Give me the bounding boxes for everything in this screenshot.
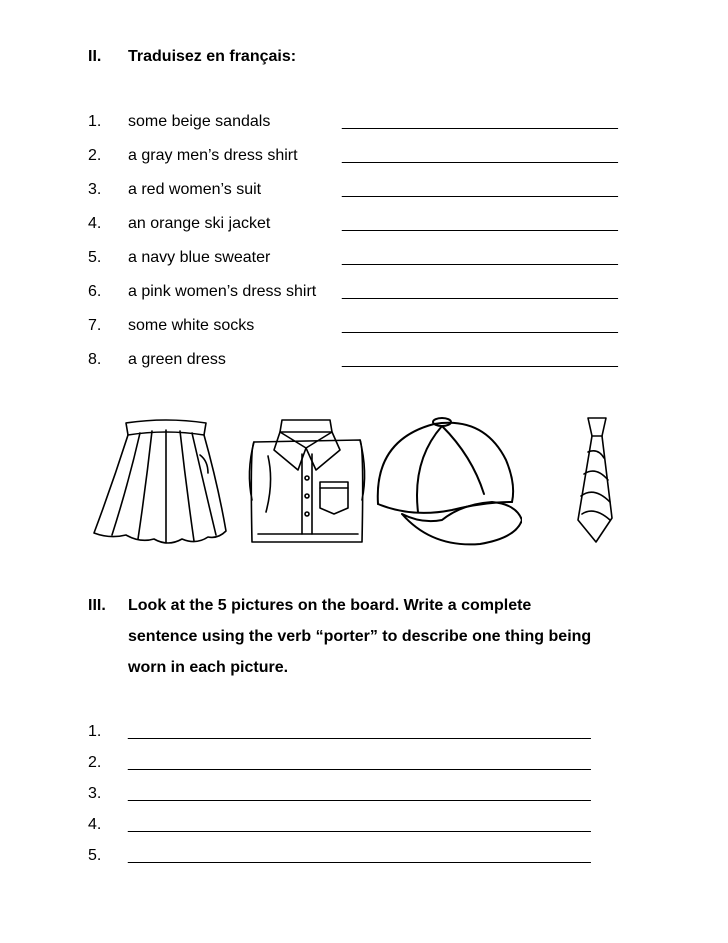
item-number: 1.	[88, 113, 102, 130]
item-phrase: a navy blue sweater	[128, 249, 271, 266]
answer-number: 5.	[88, 847, 102, 864]
answer-line[interactable]: ____________________________________________________	[128, 785, 591, 802]
baseball-cap-icon	[372, 410, 522, 550]
item-phrase: some white socks	[128, 317, 255, 334]
answer-blank[interactable]: _______________________________	[342, 351, 618, 368]
answer-number: 1.	[88, 723, 102, 740]
answer-line[interactable]: ____________________________________________________	[128, 847, 591, 864]
item-phrase: an orange ski jacket	[128, 215, 271, 232]
item-phrase: a gray men’s dress shirt	[128, 147, 298, 164]
answer-blank[interactable]: _______________________________	[342, 215, 618, 232]
item-number: 7.	[88, 317, 102, 334]
answer-line[interactable]: ____________________________________________________	[128, 723, 591, 740]
answer-line[interactable]: ____________________________________________________	[128, 816, 591, 833]
necktie-icon	[570, 412, 625, 550]
item-phrase: a green dress	[128, 351, 226, 368]
instruction-line: worn in each picture.	[128, 659, 289, 676]
answer-number: 3.	[88, 785, 102, 802]
item-number: 8.	[88, 351, 102, 368]
answer-blank[interactable]: _______________________________	[342, 113, 618, 130]
answer-line[interactable]: ____________________________________________________	[128, 754, 591, 771]
answer-blank[interactable]: _______________________________	[342, 249, 618, 266]
item-phrase: some beige sandals	[128, 113, 271, 130]
item-phrase: a pink women’s dress shirt	[128, 283, 317, 300]
item-number: 2.	[88, 147, 102, 164]
answer-number: 2.	[88, 754, 102, 771]
section-title-translate: Traduisez en français:	[128, 48, 297, 65]
answer-blank[interactable]: _______________________________	[342, 147, 618, 164]
dress-shirt-icon	[244, 412, 369, 550]
section-number-iii: III.	[88, 597, 106, 614]
skirt-icon	[90, 415, 230, 550]
instruction-line: Look at the 5 pictures on the board. Write a complete	[128, 597, 532, 614]
item-number: 3.	[88, 181, 102, 198]
item-number: 5.	[88, 249, 102, 266]
item-number: 6.	[88, 283, 102, 300]
answer-blank[interactable]: _______________________________	[342, 181, 618, 198]
item-phrase: a red women’s suit	[128, 181, 262, 198]
answer-blank[interactable]: _______________________________	[342, 317, 618, 334]
section-number-ii: II.	[88, 48, 102, 65]
answer-blank[interactable]: _______________________________	[342, 283, 618, 300]
item-number: 4.	[88, 215, 102, 232]
instruction-line: sentence using the verb “porter” to describe one thing being	[128, 628, 592, 645]
answer-number: 4.	[88, 816, 102, 833]
